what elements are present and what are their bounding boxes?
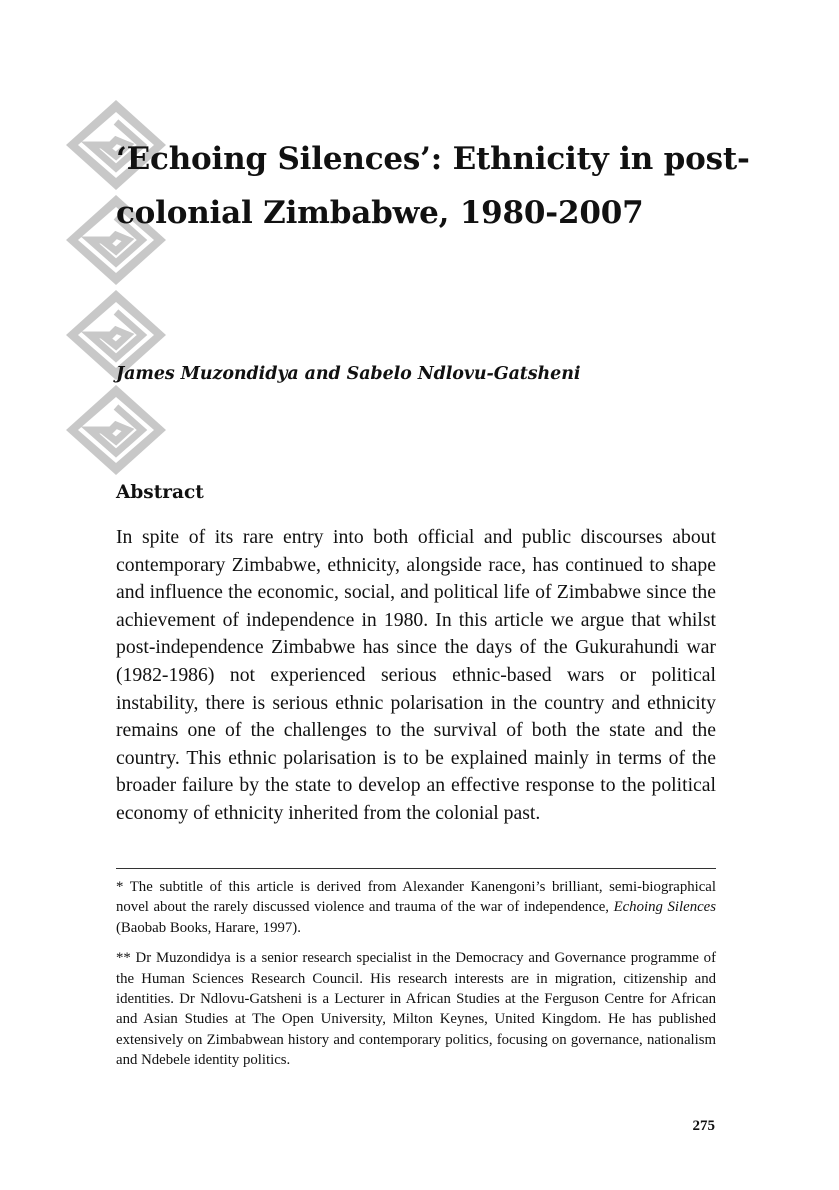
footnote-book-title: Echoing Silences bbox=[613, 899, 716, 916]
page-number: 275 bbox=[692, 1118, 715, 1134]
footnote-text: * The subtitle of this article is derived from Alexander Kanengoni’s brilliant, semi-biographical novel about the rarely discussed violence and trauma of the war of independence, bbox=[116, 879, 716, 916]
footnote-author-bios: ** Dr Muzondidya is a senior research specialist in the Democracy and Governance programme of the Human Sciences Research Council. His research interests are in migration, citizenship and identities. Dr Ndlovu-Gatsheni is a Lecturer in African Studies at the Ferguson Centre for African and Asian Studies at The Open University, Milton Keynes, United Kingdom. He has published extensively on Zimbabwean history and contemporary politics, focusing on governance, nationalism and Ndebele identity politics. bbox=[116, 950, 716, 1069]
abstract-heading: Abstract bbox=[116, 482, 204, 503]
footnotes bbox=[116, 877, 716, 1081]
footnote-text: (Baobab Books, Harare, 1997). bbox=[116, 919, 301, 936]
footnote-divider bbox=[116, 868, 716, 869]
article-authors: James Muzondidya and Sabelo Ndlovu-Gatsheni bbox=[116, 364, 581, 384]
article-title: ‘Echoing Silences’: Ethnicity in post-colonial Zimbabwe, 1980-2007 bbox=[116, 141, 750, 231]
footnote-subtitle-source bbox=[116, 877, 716, 938]
abstract-body: In spite of its rare entry into both official and public discourses about contemporary Zimbabwe, ethnicity, alongside race, has continued to shape and influence the economic, social, and political life of Zimbabwe since the achievement of independence in 1980. In this article we argue that whilst post-independence Zimbabwe has since the days of the Gukurahundi war (1982-1986) not experienced serious ethnic-based wars or political instability, there is serious ethnic polarisation in the country and ethnicity remains one of the challenges to the survival of both the state and the country. This ethnic polarisation is to be explained mainly in terms of the broader failure by the state to develop an effective response to the political economy of ethnicity inherited from the colonial past. bbox=[116, 526, 716, 824]
